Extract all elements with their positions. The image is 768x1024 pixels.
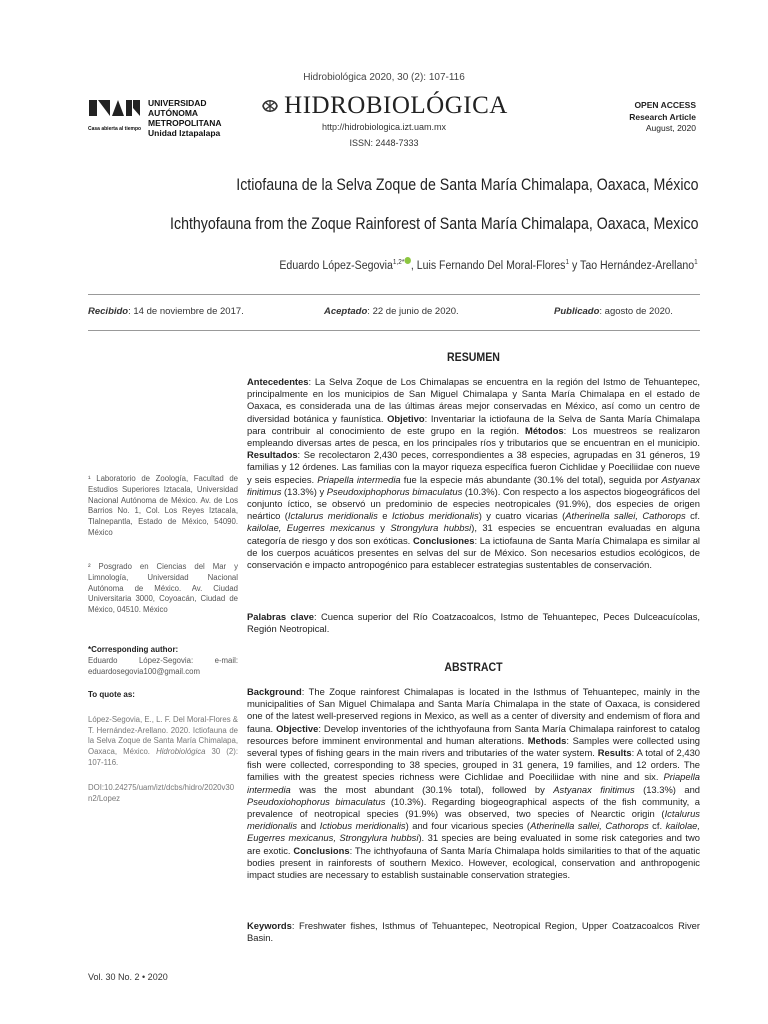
footer-volume: Vol. 30 No. 2 • 2020 [88,972,168,982]
keywords: Keywords: Freshwater fishes, Isthmus of Tehuantepec, Neotropical Region, Upper Coatzacoalcos River Basin. [247,920,700,944]
author-name: Eduardo López-Segovia [279,259,394,272]
corresponding-author-email[interactable]: Eduardo López-Segovia: e-mail: eduardosegovia100@gmail.com [88,655,238,676]
article-status-block [629,100,696,135]
doi-link[interactable]: DOI:10.24275/uam/izt/dcbs/hidro/2020v30n2/Lopez [88,782,235,803]
author-affiliation-marker: 1 [565,259,570,266]
university-tagline: Casa abierta al tiempo [88,126,142,132]
university-name-line1: UNIVERSIDAD [148,98,207,108]
journal-issn: ISSN: 2448-7333 [349,138,419,148]
palabras-clave: Palabras clave: Cuenca superior del Río Coatzacoalcos, Istmo de Tehuantepec, Peces Dulceacuícolas, Región Neotropical. [247,611,700,635]
corresponding-author [88,645,238,677]
journal-logo-icon [260,96,280,116]
divider [88,330,700,331]
citation-text: López-Segovia, E., L. F. Del Moral-Flores & T. Hernández-Arellano. 2020. Ictiofauna de la Selva Zoque de Santa María Chimalapa, Oaxaca, México. Hidrobiológica 30 (2): 107-116. [88,714,239,767]
corresponding-author-heading: *Corresponding author: [88,645,179,654]
author-name: , Luis Fernando Del Moral-Flores [411,259,566,272]
journal-citation: Hidrobiológica 2020, 30 (2): 107-116 [303,72,465,83]
received-label: Recibido [88,306,129,317]
open-access-label: OPEN ACCESS [634,100,696,110]
resumen-heading: RESUMEN [447,352,500,364]
abstract-heading: ABSTRACT [444,662,503,674]
divider [88,294,700,295]
author-affiliation-marker: 1,2* [393,259,405,266]
article-title-spanish: Ictiofauna de la Selva Zoque de Santa María Chimalapa, Oaxaca, México [235,176,698,194]
abstract-paragraph: Background: The Zoque rainforest Chimalapas is located in the Isthmus of Tehuantepec, mainly in the municipalities of San Miguel Chimalapa and Santa María Chimalapa in the state of Oaxaca, is considered one of the latest well-preserved regions in Mexico, as well as a center of diversity and endemism of flora and fauna. Objective: Develop inventories of the ichthyofauna from Santa María Chimalapa rainforest to catalog resources before imminent environmental and human alterations. Methods: Samples were collected using several types of fishing gears in the main rivers and tributaries of the water system. Results: A total of 2,430 fish were collected, corresponding to 38 species, grouped in 31 genera, 19 families, and 12 orders. The families with the greatest species richness were Cichlidae and Poeciliidae with nine and six. Priapella intermedia was the most abundant (30.1% total), followed by Astyanax finitimus (13.3%) and Pseudoxiohophorus bimaculatus (10.3%). Regarding biogeographical aspects of the fish community, a prevalence of neotropical species (91.9%) was observed, two species of Nearctic origin (Ictalurus meridionalis and Ictiobus meridionalis) and four vicarious species (Atherinella sallei, Cathorops cf. kailolae, Eugerres mexicanus, Strongylura hubbsi). 31 species are being evaluated in some risk categories and two are exotic. Conclusions: The ichthyofauna of Santa María Chimalapa holds similarities to that of the aquatic bodies present in rainforests of southern Mexico. However, ecological, conservation and anthropogenic impact studies are necessary to establish sustainable conservation strategies. [247,686,701,881]
article-type: Research Article [629,111,696,122]
author-list [280,257,698,272]
university-name-line2: AUTÓNOMA [148,108,199,118]
affiliation-1: ¹ Laboratorio de Zoología, Facultad de Estudios Superiores Iztacala, Universidad Nacional Autónoma de México. Av. de Los Barrios No. 1, Col. Los Reyes Iztacala, Tlalnepantla, Estado de México, 54090. México [88,474,238,537]
published-label: Publicado [554,306,600,317]
author-name: y Tao Hernández-Arellano [569,259,695,272]
received-date: : 14 de noviembre de 2017. [128,306,244,317]
accepted-label: Aceptado [324,306,368,317]
university-unit: Unidad Iztapalapa [148,128,221,138]
article-title-english: Ichthyofauna from the Zoque Rainforest of Santa María Chimalapa, Oaxaca, Mexico [169,215,698,233]
resumen-paragraph: Antecedentes: La Selva Zoque de Los Chimalapas se encuentra en la región del Istmo de Tehuantepec, principalmente en los municipios de San Miguel Chimalapa y Santa María Chimalapa en el estado de Oaxaca, es considerada una de las últimas áreas mejor conservadas en México, así como un centro de diversidad botánica y faunística. Objetivo: Inventariar la ictiofauna de la Selva de Santa María Chimalapa para contribuir al conocimiento de este grupo en la región. Métodos: Los muestreos se realizaron empleando diversas artes de pesca, en los principales ríos y tributarios que se encuentran en el municipio. Resultados: Se recolectaron 2,430 peces, correspondientes a 38 especies, agrupadas en 31 géneros, 19 familias y 12 órdenes. Las familias con la mayor riqueza específica fueron Cichlidae y Poeciliidae con nueve y seis especies. Priapella intermedia fue la especie más abundante (30.1% del total), seguida por Astyanax finitimus (13.3%) y Pseudoxiphophorus bimaculatus (10.3%). Con respecto a los aspectos biogeográficos del conjunto íctico, se observó un predominio de especies neotropicales (91.9%), dos especies de origen neártico (Ictalurus meridionalis e Ictiobus meridionalis) y cuatro vicarias (Atherinella sallei, Cathorops cf. kailolae, Eugerres mexicanus y Strongylura hubbsi), 31 especies se encuentran evaluadas en alguna categoría de riesgo y dos son exóticas. Conclusiones: La ictiofauna de Santa María Chimalapa es similar al de los cuerpos acuáticos presentes en selvas del sur de México. Son necesarios estudios ecológicos, de conservación e impacto antropogénico para establecer estrategias sustentables de conservación. [247,376,701,571]
citation-block [88,690,238,804]
publication-date: August, 2020 [645,123,696,133]
published-date: : agosto de 2020. [599,306,673,317]
university-name-line3: METROPOLITANA [148,118,222,128]
author-affiliation-marker: 1 [694,259,698,266]
journal-url-link[interactable]: http://hidrobiologica.izt.uam.mx [321,122,447,132]
journal-title: HIDROBIOLÓGICA [284,92,508,119]
accepted-date: : 22 de junio de 2020. [367,306,459,317]
affiliation-2: ² Posgrado en Ciencias del Mar y Limnología, Universidad Nacional Autónoma de México. Av. Ciudad Universitaria 3000, Coyoacán, Ciudad de México, 04510. México [88,562,238,615]
quote-heading: To quote as: [88,690,135,699]
